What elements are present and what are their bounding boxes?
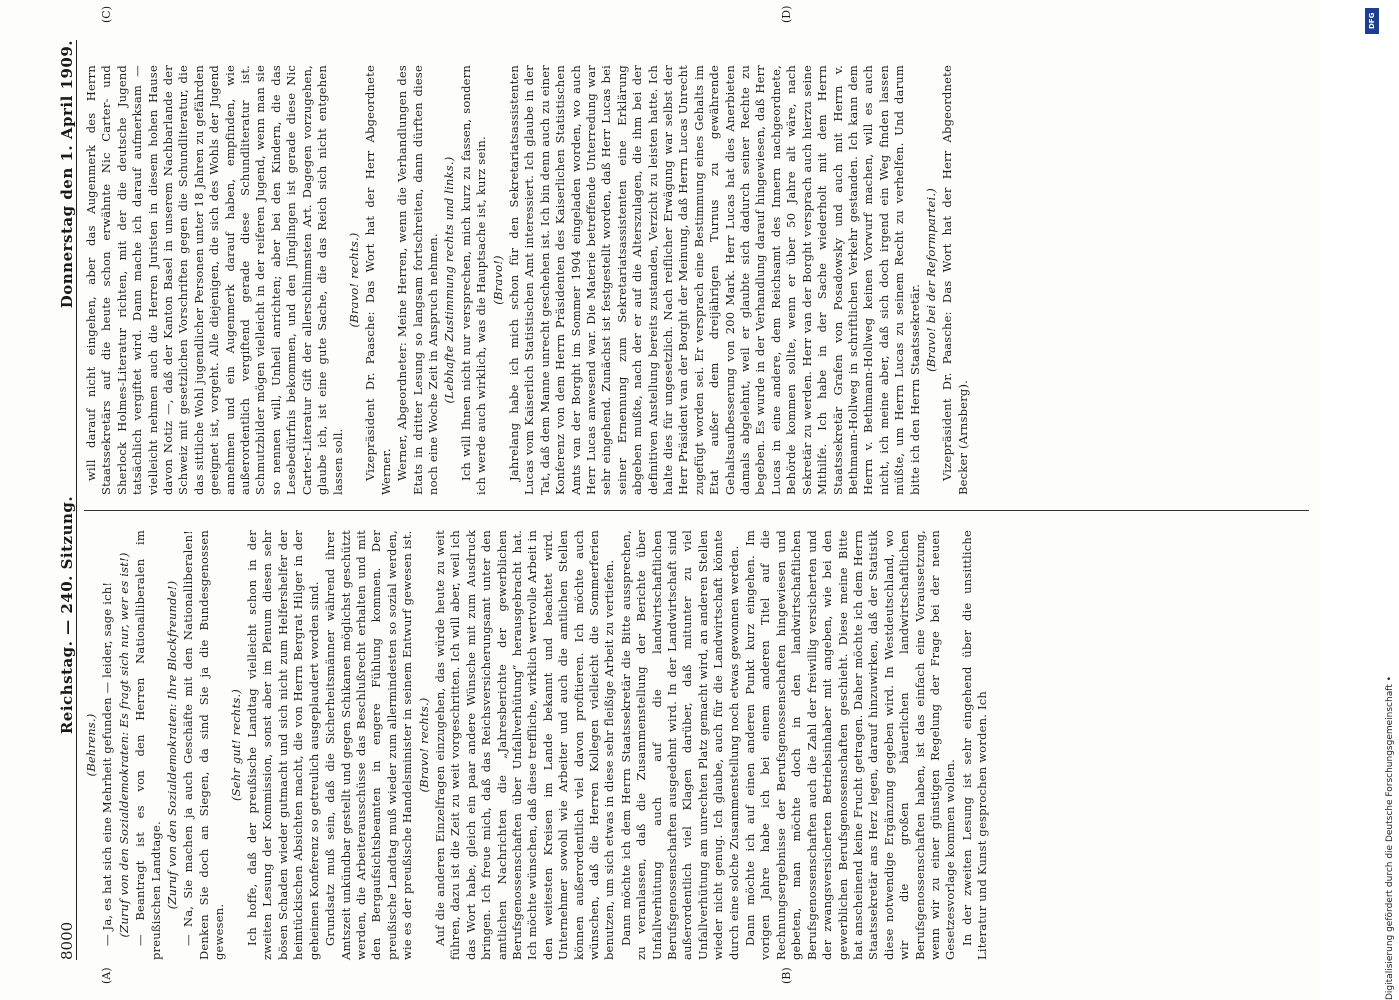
margin-marker-a: (A) [100,967,113,984]
paragraph: Grundsatz muß sein, daß die Sicherheitsmänner während ihrer Amtszeit unkündbar gestellt und gegen Schikanen möglichst geschützt werden, die Arbeiterausschüsse das Beschlußrecht erhalten und mit den Bergaufsichtsbeamten in engere Fühlung kommen. Der preußische Landtag muß wieder zum allermindesten so sozial werden, wie es der preußische Handelsminister in seinem Entwurf gewesen ist. [323,530,415,960]
paragraph: Vizepräsident Dr. Paasche: Das Wort hat der Herr Abgeordnete Becker (Arnsberg). [940,65,970,495]
margin-marker-d: (D) [780,5,793,23]
paragraph: (Bravo!) [490,255,505,305]
page-number: 8000 [58,921,76,960]
margin-marker-c: (C) [100,6,113,23]
paragraph: — Beantragt ist es von den Herren Nationalliberalen im preußischen Landtage. [133,530,163,960]
paragraph: (Lebhafte Zustimmung rechts und links.) [442,156,457,404]
paragraph: — Ja, es hat sich eine Mehrheit gefunden — leider, sage ich! [100,581,115,946]
paragraph: Dann möchte ich auf einen anderen Punkt kurz eingehen. Im vorigen Jahre habe ich bei einem anderen Titel auf die Rechnungsergebnisse der Berufsgenossenschaften hingewiesen und gebeten, man möchte doch in den landwirtschaftlichen Berufsgenossenschaften auch die Zahl der freiwillig versicherten und der zwangsversicherten Betriebsinhaber mit angeben, wie bei den gewerblichen Berufsgenossenschaften geschieht. Diese meine Bitte hat anscheinend keine Frucht getragen. Daher möchte ich dem Herrn Staatssekretär ans Herz legen, darauf hinzuwirken, daß der Statistik diese notwendige Ergänzung gegeben wird. In Westdeutschland, wo wir die großen bäuerlichen landwirtschaftlichen Berufsgenossenschaften haben, ist das einfach eine Voraussetzung, wenn wir zu einer günstigen Regelung der Frage bei der neuen Gesetzesvorlage kommen wollen. [743,530,958,960]
digitization-note [1361,0,1395,1000]
column-divider [84,510,1309,511]
paragraph: Ich will Ihnen nicht nur versprechen, mich kurz zu fassen, sondern ich werde auch wirklich, was die Hauptsache ist, kurz sein. [458,65,489,495]
dfg-logo: DFG [1365,8,1379,34]
paragraph: Auf die anderen Einzelfragen einzugehen, das würde heute zu weit führen, dazu ist die Zeit zu weit vorgeschritten. Ich will aber, weil ich das Wort habe, gleich ein paar andere Wünsche mit zum Ausdruck bringen. Ich freue mich, daß das Reichsversicherungsamt unter den amtlichen Nachrichten die „Jahresberichte der gewerblichen Berufsgenossenschaften über Unfallverhütung“ herausgebracht hat. Ich möchte wünschen, daß diese treffliche, wirklich wertvolle Arbeit in den weitesten Kreisen im Lande bekannt und beachtet wird. Unternehmer sowohl wie Arbeiter und auch die amtlichen Stellen können außerordentlich viel davon profitieren. Ich möchte auch wünschen, daß die Herren Kollegen vielleicht die Sommerferien benutzen, um sich etwas in diese sehr fleißige Arbeit zu vertiefen. [432,530,617,960]
paragraph: Vizepräsident Dr. Paasche: Das Wort hat der Herr Abgeordnete Werner. [363,65,393,495]
paragraph: Ich hoffe, daß der preußische Landtag vielleicht schon in der zweiten Lesung der Kommission, sonst aber im Plenum diesen sehr bösen Schaden wieder gutmacht und sich nicht zum Helfershelfer der heimtückischen Absichten macht, die von Herrn Bergrat Hilger in der geheimen Konferenz so getreulich ausgeplaudert worden sind. [245,530,321,960]
digitization-note-text: Digitalisierung gefördert durch die Deutsche Forschungsgemeinschaft • [1385,676,1395,1000]
paragraph: (Behrens.) [84,713,98,777]
paragraph: Jahrelang habe ich mich schon für den Sekretariatsassistenten Lucas vom Kaiserlich Statistischen Amt interessiert. Ich glaube in der Tat, daß dem Manne unrecht geschehen ist. Ich bin denn auch zu einer Konferenz von dem Herrn Präsidenten des Kaiserlichen Statistischen Amts van der Borght im Sommer 1904 eingeladen worden, wo auch Herr Lucas anwesend war. Die Materie betreffende Unterredung war sehr eingehend. Zunächst ist festgestellt worden, daß Herr Lucas bei seiner Ernennung zum Sekretariatsassistenten eine Erklärung abgeben mußte, nach der er auf die Alterszulagen, die ihm bei der definitiven Anstellung bereits zustanden, Verzicht zu leisten hatte. Ich halte dies für ungesetzlich. Nach reiflicher Erwägung war selbst der Herr Präsident van der Borght der Meinung, daß Herrn Lucas Unrecht zugefügt worden sei. Er versprach eine Bestimmung eines Gehalts im Etat außer dem dreijährigen Turnus zu gewährende Gehaltsaufbesserung von 200 Mark. Herr Lucas hat dies Anerbieten damals abgelehnt, weil er glaubte sich dadurch seiner Rechte zu begeben. Es wurde in der Verhandlung darauf hingewiesen, daß Herr Lucas in eine andere, dem Reichsamt des Innern nachgeordnete, Behörde kommen sollte, wenn er über 50 Jahre alt wäre, nach Sekretär zu werden. Herr van der Borght versprach auch hierzu seine Mithilfe. Ich habe in der Sache wiederholt mit dem Herrn Staatssekretär Grafen von Posadowsky und auch mit Herrn v. Bethmann-Hollweg in schriftlichen Verkehr gestanden. Ich kann dem Herrn v. Bethmann-Hollweg keinen Vorwurf machen, will es auch nicht, ich meine aber, daß sich doch irgend ein Weg finden lassen müßte, um Herrn Lucas zu seinem Recht zu verhelfen. Und darum bitte ich den Herrn Staatssekretär. [506,65,922,495]
paragraph: (Zuruf von den Sozialdemokraten: Es fragt sich nur, wer es ist!) [116,552,131,938]
paragraph: Dann möchte ich dem Herrn Staatssekretär die Bitte aussprechen, zu veranlassen, daß die Zusammenstellung der Berichte über Unfallverhütung auch auf die landwirtschaftlichen Berufsgenossenschaften ausgedehnt wird. In der Landwirtschaft sind außerordentlich viel Klagen darüber, daß mitunter zu viel Unfallverhütung am unrechten Platz gemacht wird, an anderen Stellen wieder nicht genug. Ich glaube, auch für die Landwirtschaft könnte durch eine solche Zusammenstellung noch etwas gewonnen werden. [618,530,741,960]
right-column [84,65,1314,495]
paragraph: (Bravo! rechts.) [416,697,431,793]
paragraph: (Bravo! bei der Reformpartei.) [923,188,938,372]
paragraph: (Zuruf von den Sozialdemokraten: Ihre Blockfreunde!) [165,580,180,910]
paragraph: will darauf nicht eingehen, aber das Augenmerk des Herrn Staatssekretärs auf die heute schon erwähnte Nic Carter- und Sherlock Holmes-Literatur richten, mit der die deutsche Jugend tatsächlich vergiftet wird. Dann mache ich darauf aufmerksam — vielleicht nehmen auch die Herren Juristen in diesem hohen Hause davon Notiz —, daß der Kanton Basel in unserem Nachbarlande der Schweiz mit gesetzlichen Vorschriften gegen die Schundliteratur, die das sittliche Wohl jugendlicher Personen unter 18 Jahren zu gefährden geeignet ist, vorgeht. Alle diejenigen, die sich des Wohls der Jugend annehmen und ein Augenmerk darauf haben, empfinden, wie außerordentlich vergiftend gerade diese Schundliteratur ist. Schmutzbilder mögen vielleicht in der reiferen Jugend, wenn man sie so nennen will, Unheil anrichten; aber bei den Kindern, die das Lesebedürfnis bekommen, und den Jünglingen ist gerade diese Nic Carter-Literatur Gift der allerschlimmsten Art. Dagegen vorzugehen, glaube ich, ist eine gute Sache, die das Reich sich nicht entgehen lassen soll. [84,65,345,495]
margin-marker-b: (B) [780,967,793,984]
paragraph: (Sehr gut! rechts.) [228,689,243,802]
paragraph: — Na, Sie machen ja auch Geschäfte mit den Nationalliberalen! Denken Sie doch an Siegen, da sind Sie ja die Bundesgenossen gewesen. [181,530,227,960]
paragraph: In der zweiten Lesung ist sehr eingehend über die unsittliche Literatur und Kunst gesprochen worden. Ich [959,530,990,960]
session-date: Donnerstag den 1. April 1909. [58,40,76,309]
paragraph: (Bravo! rechts.) [346,232,361,328]
paragraph: Werner, Abgeordneter: Meine Herren, wenn die Verhandlungen des Etats in dritter Lesung so langsam fortschreiten, dann dürften diese noch eine Woche Zeit in Anspruch nehmen. [395,65,440,495]
session-title: Reichstag. — 240. Sitzung. [58,495,76,735]
left-column [84,530,1314,960]
page-header [50,40,77,960]
